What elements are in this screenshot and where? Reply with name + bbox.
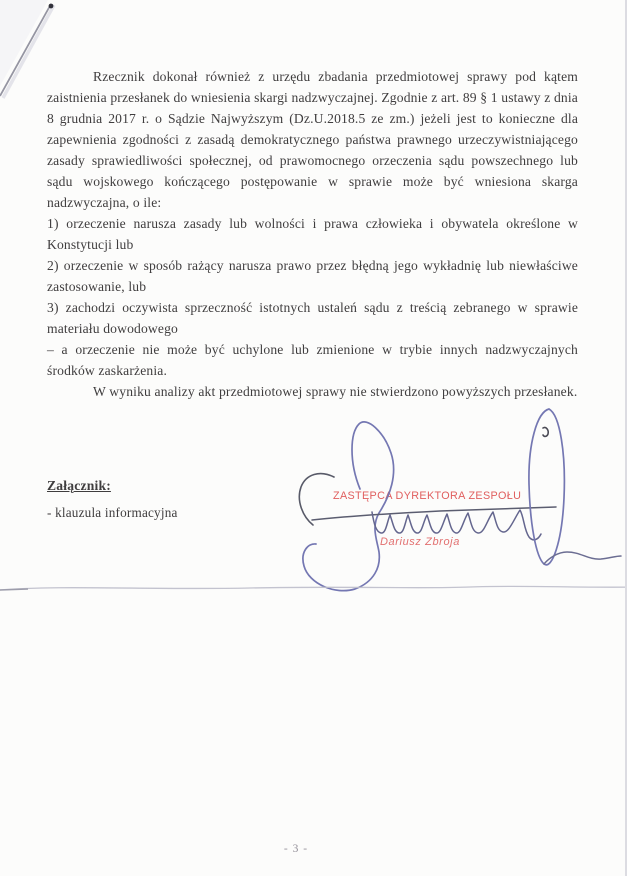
paragraph-intro: Rzecznik dokonał również z urzędu zbadania przedmiotowej sprawy pod kątem zaistnienia przesłanek do wniesienia skargi nadzwyczajnej. Zgodnie z art. 89 § 1 ustawy z dnia 8 grudnia 2017 r. o Sądzie Najwyższym (Dz.U.2018.5 ze zm.) jeżeli jest to konieczne dla zapewnienia zgodności z zasadą demokratycznego państwa prawnego urzeczywistniającego zasady sprawiedliwości społecznej, od prawomocnego orzeczenia sądu powszechnego lub sądu wojskowego kończącego postępowanie w sprawie może być wniesiona skarga nadzwyczajna, o ile:	[47, 69, 578, 210]
body-text	[47, 66, 578, 402]
paragraph-closing: W wyniku analizy akt przedmiotowej sprawy nie stwierdzono powyższych przesłanek.	[93, 384, 578, 399]
list-item-1: 1) orzeczenie narusza zasady lub wolności i prawa człowieka i obywatela określone w Konstytucji lub	[47, 216, 578, 252]
list-item-2: 2) orzeczenie w sposób rażący narusza prawo przez błędną jego wykładnię lub niewłaściwe zastosowanie, lub	[47, 258, 578, 294]
fold-shadow-area	[0, 0, 48, 86]
scan-edge-margin	[627, 0, 637, 876]
scan-edge-line	[625, 0, 627, 876]
list-item-3: 3) zachodzi oczywista sprzeczność istotnych ustaleń sądu z treścią zebranego w sprawie materiału dowodowego	[47, 300, 578, 336]
attachment-item: - klauzula informacyjna	[47, 505, 178, 520]
paragraph-dash-clause: – a orzeczenie nie może być uchylone lub zmienione w trybie innych nadzwyczajnych środków zaskarżenia.	[47, 342, 578, 378]
stamp-name: Dariusz Zbroja	[380, 536, 460, 548]
attachment-label: Załącznik:	[47, 478, 111, 493]
page-number: - 3 -	[283, 843, 309, 855]
fold-corner-dot	[49, 4, 54, 9]
stamp-title: ZASTĘPCA DYREKTORA ZESPOŁU	[333, 490, 522, 502]
